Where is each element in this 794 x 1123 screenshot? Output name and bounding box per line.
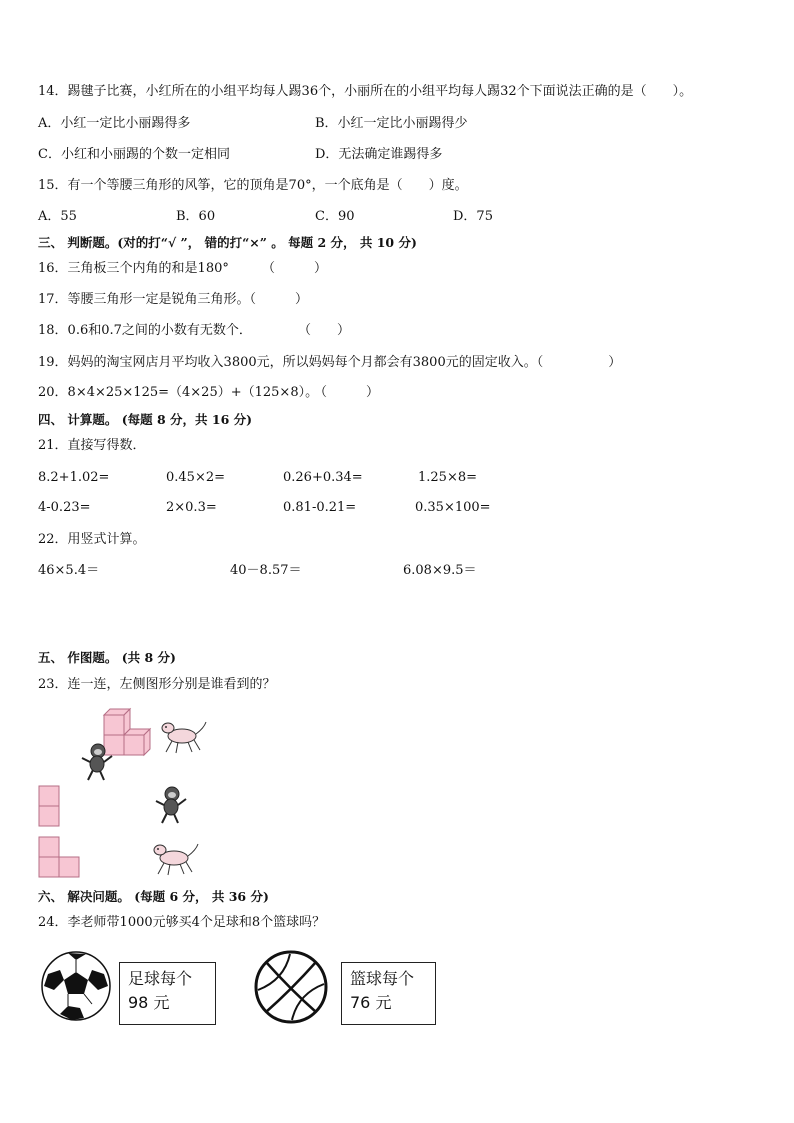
q22-item: 46×5.4＝ (38, 563, 100, 578)
basketball-price-box (341, 962, 436, 1025)
side-view-shape[interactable] (38, 836, 84, 881)
q14-option-a[interactable]: A．小红一定比小丽踢得多 (38, 116, 191, 131)
football-icon (40, 950, 112, 1022)
basketball-price-label: 篮球每个 (350, 969, 415, 988)
q21-item: 4-0.23= (38, 500, 91, 515)
basketball-price-value: 76 元 (350, 993, 392, 1012)
q15-option-a[interactable]: A．55 (38, 209, 77, 224)
q14-option-c[interactable]: C．小红和小丽踢的个数一定相同 (38, 147, 230, 162)
q16-text: 16．三角板三个内角的和是180° (38, 261, 229, 276)
q21-item: 0.35×100= (415, 500, 491, 515)
q15-option-b[interactable]: B．60 (176, 209, 216, 224)
section4-heading: 四、 计算题。 (每题 8 分，共 16 分) (38, 412, 253, 427)
q21-item: 8.2+1.02= (38, 470, 110, 485)
q22-item: 6.08×9.5＝ (403, 563, 477, 578)
q18-text: 18．0.6和0.7之间的小数有无数个． (38, 323, 252, 338)
front-view-shape[interactable] (38, 785, 62, 830)
section5-heading: 五、 作图题。 (共 8 分) (38, 650, 176, 665)
q21-item: 0.81-0.21= (283, 500, 357, 515)
football-price-label: 足球每个 (128, 969, 193, 988)
q21-title: 21．直接写得数． (38, 438, 146, 453)
q20-answer-blank[interactable]: （ ） (314, 385, 380, 400)
q18-answer-blank[interactable]: （ ） (298, 323, 351, 338)
q21-item: 1.25×8= (418, 470, 478, 485)
q15-stem: 15．有一个等腰三角形的风筝，它的顶角是70°，一个底角是（ ）度。 (38, 178, 468, 193)
q16-answer-blank[interactable]: （ ） (262, 261, 328, 276)
q17-text: 17．等腰三角形一定是锐角三角形。（ ） (38, 292, 309, 307)
q15-option-c[interactable]: C．90 (315, 209, 355, 224)
monkey-icon[interactable] (152, 785, 190, 825)
monkey-icon[interactable] (78, 742, 116, 782)
q14-option-b[interactable]: B．小红一定比小丽踢得少 (315, 116, 468, 131)
section3-heading: 三、 判断题。(对的打“√ ”， 错的打“×” 。 每题 2 分， 共 10 分) (38, 235, 417, 250)
q22-title: 22．用竖式计算。 (38, 532, 146, 547)
q21-item: 0.45×2= (166, 470, 226, 485)
dog-icon[interactable] (152, 840, 202, 878)
q14-option-d[interactable]: D．无法确定谁踢得多 (315, 147, 443, 162)
q21-item: 0.26+0.34= (283, 470, 363, 485)
section6-heading: 六、 解决问题。 (每题 6 分， 共 36 分) (38, 889, 269, 904)
football-price-box (119, 962, 216, 1025)
dog-icon[interactable] (160, 718, 210, 756)
q15-option-d[interactable]: D．75 (453, 209, 493, 224)
q24-title: 24．李老师带1000元够买4个足球和8个篮球吗？ (38, 915, 326, 930)
q23-title: 23．连一连，左侧图形分别是谁看到的？ (38, 677, 276, 692)
q22-item: 40－8.57＝ (230, 563, 302, 578)
basketball-icon (254, 950, 328, 1024)
q21-item: 2×0.3= (166, 500, 217, 515)
q14-stem: 14．踢毽子比赛，小红所在的小组平均每人踢36个，小丽所在的小组平均每人踢32个下面说法正确的是（ ）。 (38, 84, 693, 99)
q19-text: 19．妈妈的淘宝网店月平均收入3800元，所以妈妈每个月都会有3800元的固定收入。（ ） (38, 355, 622, 370)
q20-text: 20．8×4×25×125=（4×25）+（125×8）。 (38, 385, 319, 400)
football-price-value: 98 元 (128, 993, 170, 1012)
